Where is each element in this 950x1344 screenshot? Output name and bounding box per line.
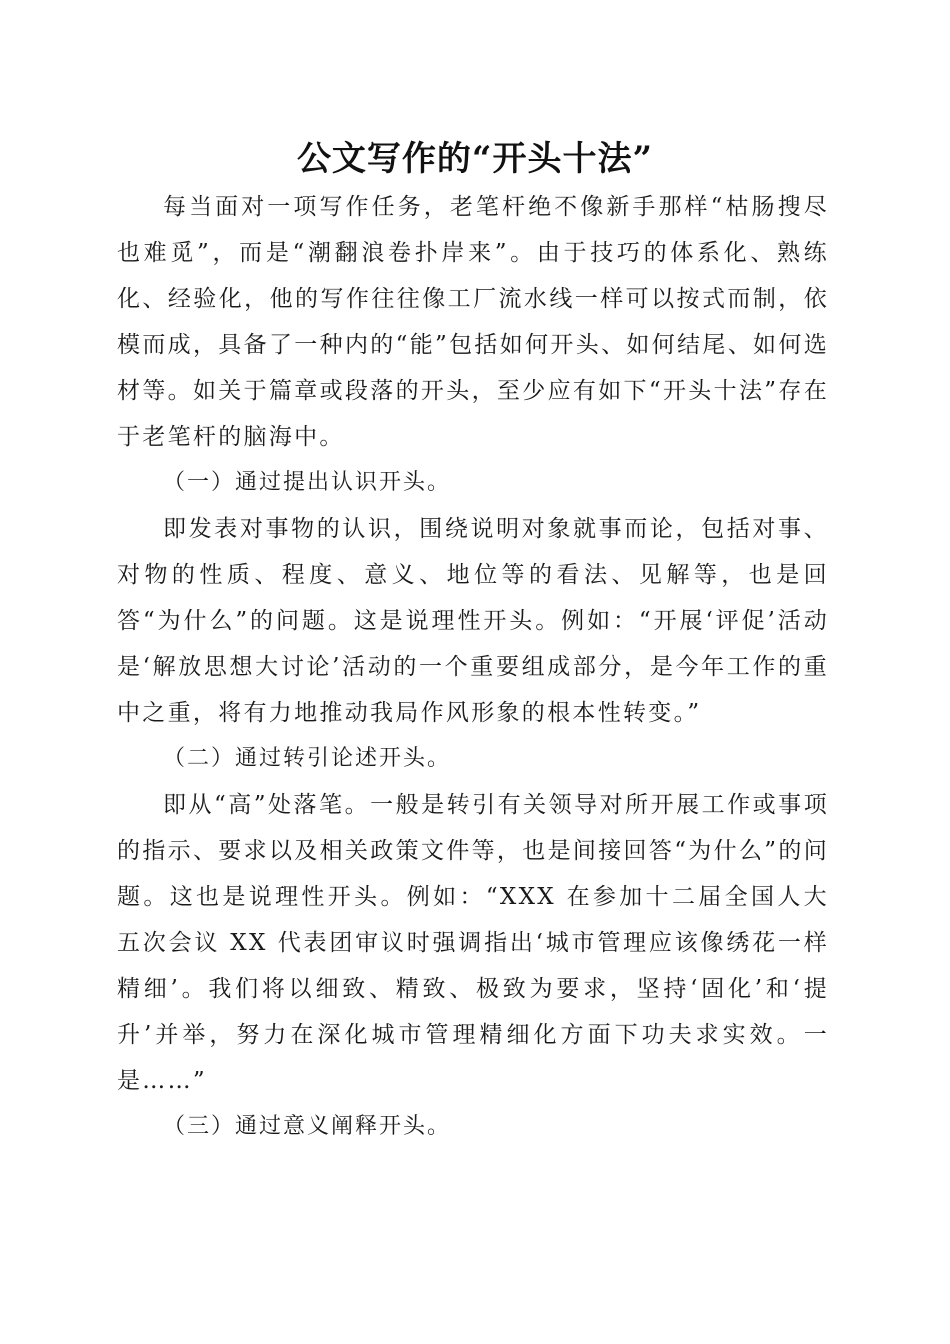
section-heading-1: （一）通过提出认识开头。 xyxy=(163,470,452,495)
intro-paragraph: 每当面对一项写作任务，老笔杆绝不像新手那样“枯肠搜尽也难觅”，而是“潮翻浪卷扑岸来”。由于技巧的体系化、熟练化、经验化，他的写作往往像工厂流水线一样可以按式而制，依模而成，具备了一种内的“能”包括如何开头、如何结尾、如何选材等。如关于篇章或段落的开头，至少应有如下“开头十法”存在于老笔杆的脑海中。 xyxy=(117,194,829,450)
section-paragraph-1: 即发表对事物的认识，围绕说明对象就事而论，包括对事、对物的性质、程度、意义、地位等的看法、见解等，也是回答“为什么”的问题。这是说理性开头。例如：“开展‘评促’活动是‘解放思想大讨论’活动的一个重要组成部分，是今年工作的重中之重，将有力地推动我局作风形象的根本性转变。” xyxy=(117,516,829,726)
document-body xyxy=(117,184,829,1150)
section-paragraph-2: 即从“高”处落笔。一般是转引有关领导对所开展工作或事项的指示、要求以及相关政策文件等，也是间接回答“为什么”的问题。这也是说理性开头。例如：“XXX 在参加十二届全国人大五次会议 XX 代表团审议时强调指出‘城市管理应该像绣花一样精细’。我们将以细致、精致、极致为要求，坚持‘固化’和‘提升’并举，努力在深化城市管理精细化方面下功夫求实效。一是……” xyxy=(117,792,829,1094)
section-heading-3: （三）通过意义阐释开头。 xyxy=(163,1114,452,1139)
document-title: 公文写作的“开头十法” xyxy=(296,139,654,179)
section-heading-2: （二）通过转引论述开头。 xyxy=(163,746,452,771)
